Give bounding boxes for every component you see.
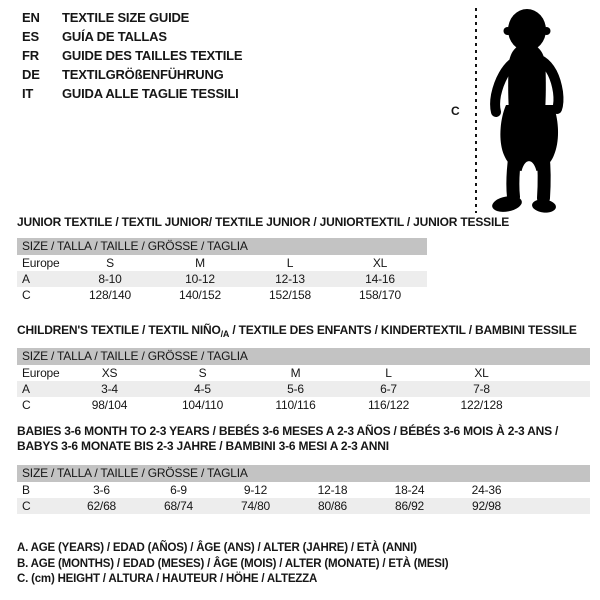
language-row-fr (22, 46, 242, 65)
row-label: C (22, 398, 31, 412)
size-cell: XL (372, 256, 388, 270)
size-cell: S (198, 366, 207, 380)
row-label: Europe (22, 256, 60, 270)
age-cell: 14-16 (365, 272, 395, 286)
babies-title-line2: BABYS 3-6 MONATE BIS 2-3 JAHRE / BAMBINI 3-6 MESI A 2-3 ANNI (17, 439, 389, 453)
size-cell: L (286, 256, 294, 270)
language-code: DE (22, 67, 40, 82)
height-cell: 98/104 (91, 398, 128, 412)
height-dashed-line (475, 8, 477, 213)
language-label: TEXTILGRÖßENFÜHRUNG (62, 67, 224, 82)
size-cell: M (290, 366, 301, 380)
note-age-years: A. AGE (YEARS) / EDAD (AÑOS) / ÂGE (ANS) / ALTER (JAHRE) / ETÀ (ANNI) (17, 542, 417, 554)
height-cell: 86/92 (394, 499, 425, 513)
table-row-height (17, 498, 590, 514)
babies-title-line1: BABIES 3-6 MONTH TO 2-3 YEARS / BEBÉS 3-6 MESES A 2-3 AÑOS / BÉBÉS 3-6 MOIS À 2-3 ANS / (17, 424, 559, 438)
age-cell: 7-8 (473, 382, 490, 396)
size-header-bar: SIZE / TALLA / TAILLE / GRÖSSE / TAGLIA (17, 348, 590, 365)
height-cell: 62/68 (86, 499, 117, 513)
age-cell: 6-7 (380, 382, 397, 396)
language-code: ES (22, 29, 39, 44)
note-height-cm: C. (cm) HEIGHT / ALTURA / HAUTEUR / HÖHE / ALTEZZA (17, 573, 318, 585)
height-cell: 68/74 (163, 499, 194, 513)
junior-size-table (17, 238, 427, 303)
language-code: IT (22, 86, 34, 101)
height-cell: 80/86 (317, 499, 348, 513)
height-cell: 152/158 (269, 288, 311, 302)
row-label: C (22, 288, 31, 302)
size-cell: L (385, 366, 392, 380)
children-title-part: CHILDREN'S TEXTILE / TEXTIL NIÑO (17, 323, 221, 337)
size-cell: M (195, 256, 205, 270)
months-cell: 12-18 (317, 483, 348, 497)
row-label: A (22, 382, 30, 396)
height-cell: 122/128 (460, 398, 503, 412)
months-cell: 24-36 (471, 483, 502, 497)
language-label: GUÍA DE TALLAS (62, 29, 167, 44)
language-list (22, 8, 242, 103)
size-cell: XS (101, 366, 118, 380)
babies-size-table (17, 465, 590, 514)
size-header-bar: SIZE / TALLA / TAILLE / GRÖSSE / TAGLIA (17, 238, 427, 255)
height-cell: 92/98 (471, 499, 502, 513)
table-row-age (17, 271, 427, 287)
row-label: B (22, 483, 30, 497)
height-cell: 128/140 (89, 288, 131, 302)
size-cell: S (106, 256, 114, 270)
row-label: A (22, 272, 30, 286)
table-row-europe (17, 365, 590, 381)
size-header-bar: SIZE / TALLA / TAILLE / GRÖSSE / TAGLIA (17, 465, 590, 482)
height-cell: 110/116 (275, 398, 316, 412)
table-row-age (17, 381, 590, 397)
language-code: EN (22, 10, 40, 25)
height-cell: 74/80 (240, 499, 271, 513)
age-cell: 8-10 (98, 272, 122, 286)
toddler-silhouette-icon (482, 7, 578, 213)
age-cell: 4-5 (194, 382, 211, 396)
children-title-subscript: /A (220, 329, 230, 339)
months-cell: 18-24 (394, 483, 425, 497)
children-size-table (17, 348, 590, 413)
height-cell: 104/110 (181, 398, 224, 412)
legend-notes (17, 541, 448, 588)
note-age-months: B. AGE (MONTHS) / EDAD (MESES) / ÂGE (MOIS) / ALTER (MONATE) / ETÀ (MESI) (17, 557, 449, 570)
height-cell: 158/170 (359, 288, 401, 302)
language-row-es (22, 27, 242, 46)
table-row-height (17, 397, 590, 413)
height-cell: 140/152 (179, 288, 221, 302)
height-measure-label: C (451, 104, 460, 118)
children-table-title (17, 323, 577, 342)
age-cell: 10-12 (185, 272, 215, 286)
language-label: GUIDA ALLE TAGLIE TESSILI (62, 86, 239, 101)
age-cell: 12-13 (275, 272, 305, 286)
months-cell: 6-9 (170, 483, 187, 497)
age-cell: 5-6 (287, 382, 304, 396)
table-row-height (17, 287, 427, 303)
children-title-part: / TEXTILE DES ENFANTS / KINDERTEXTIL / BAMBINI TESSILE (229, 323, 577, 337)
size-cell: XL (474, 366, 489, 380)
language-row-it (22, 84, 242, 103)
table-row-europe (17, 255, 427, 271)
months-cell: 9-12 (243, 483, 268, 497)
age-cell: 3-4 (101, 382, 118, 396)
table-row-months (17, 482, 590, 498)
height-cell: 116/122 (367, 398, 410, 412)
row-label: C (22, 499, 31, 513)
language-code: FR (22, 48, 39, 63)
junior-table-title: JUNIOR TEXTILE / TEXTIL JUNIOR/ TEXTILE JUNIOR / JUNIORTEXTIL / JUNIOR TESSILE (17, 215, 510, 229)
babies-table-title (17, 424, 558, 454)
language-label: TEXTILE SIZE GUIDE (62, 10, 190, 25)
language-row-en (22, 8, 242, 27)
language-row-de (22, 65, 242, 84)
row-label: Europe (22, 366, 60, 380)
months-cell: 3-6 (93, 483, 110, 497)
language-label: GUIDE DES TAILLES TEXTILE (62, 48, 243, 63)
